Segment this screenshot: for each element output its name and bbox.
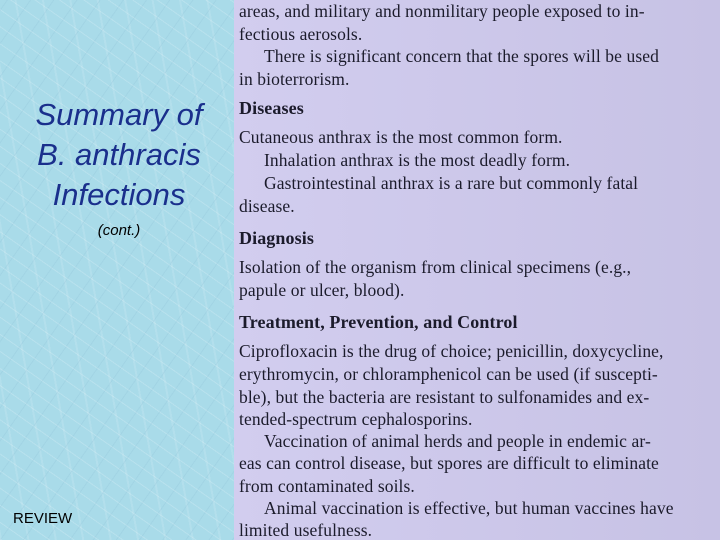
slide-title <box>6 95 232 215</box>
page-line: limited usefulness. <box>239 520 373 540</box>
page-line: disease. <box>239 196 295 216</box>
section-heading-treatment: Treatment, Prevention, and Control <box>239 312 518 332</box>
textbook-page-image <box>234 0 720 540</box>
page-line: Cutaneous anthrax is the most common form. <box>239 127 563 147</box>
page-line: There is significant concern that the spores will be used <box>264 46 659 66</box>
review-label: REVIEW <box>13 510 73 527</box>
page-line: tended-spectrum cephalosporins. <box>239 409 473 429</box>
title-line-1: Summary of <box>35 97 203 132</box>
title-line-2: B. anthracis <box>37 137 201 172</box>
page-line: areas, and military and nonmilitary people exposed to in- <box>239 1 645 21</box>
page-line: Gastrointestinal anthrax is a rare but commonly fatal <box>264 173 639 193</box>
slide-subtitle: (cont.) <box>97 222 141 239</box>
page-line: Inhalation anthrax is the most deadly form. <box>264 150 571 170</box>
title-line-3: Infections <box>52 177 186 212</box>
page-line: ble), but the bacteria are resistant to sulfonamides and ex- <box>239 387 650 407</box>
page-line: eas can control disease, but spores are difficult to eliminate <box>239 453 659 473</box>
page-line: Isolation of the organism from clinical specimens (e.g., <box>239 257 632 277</box>
page-line: erythromycin, or chloramphenicol can be used (if suscepti- <box>239 364 658 384</box>
page-line: fectious aerosols. <box>239 24 363 44</box>
section-heading-diagnosis: Diagnosis <box>239 228 314 248</box>
page-line: Animal vaccination is effective, but human vaccines have <box>264 498 674 518</box>
page-line: Ciprofloxacin is the drug of choice; penicillin, doxycycline, <box>239 341 664 361</box>
page-line: papule or ulcer, blood). <box>239 280 405 300</box>
page-line: from contaminated soils. <box>239 476 415 496</box>
section-heading-diseases: Diseases <box>239 98 304 118</box>
page-line: in bioterrorism. <box>239 69 350 89</box>
page-line: Vaccination of animal herds and people in endemic ar- <box>264 431 651 451</box>
